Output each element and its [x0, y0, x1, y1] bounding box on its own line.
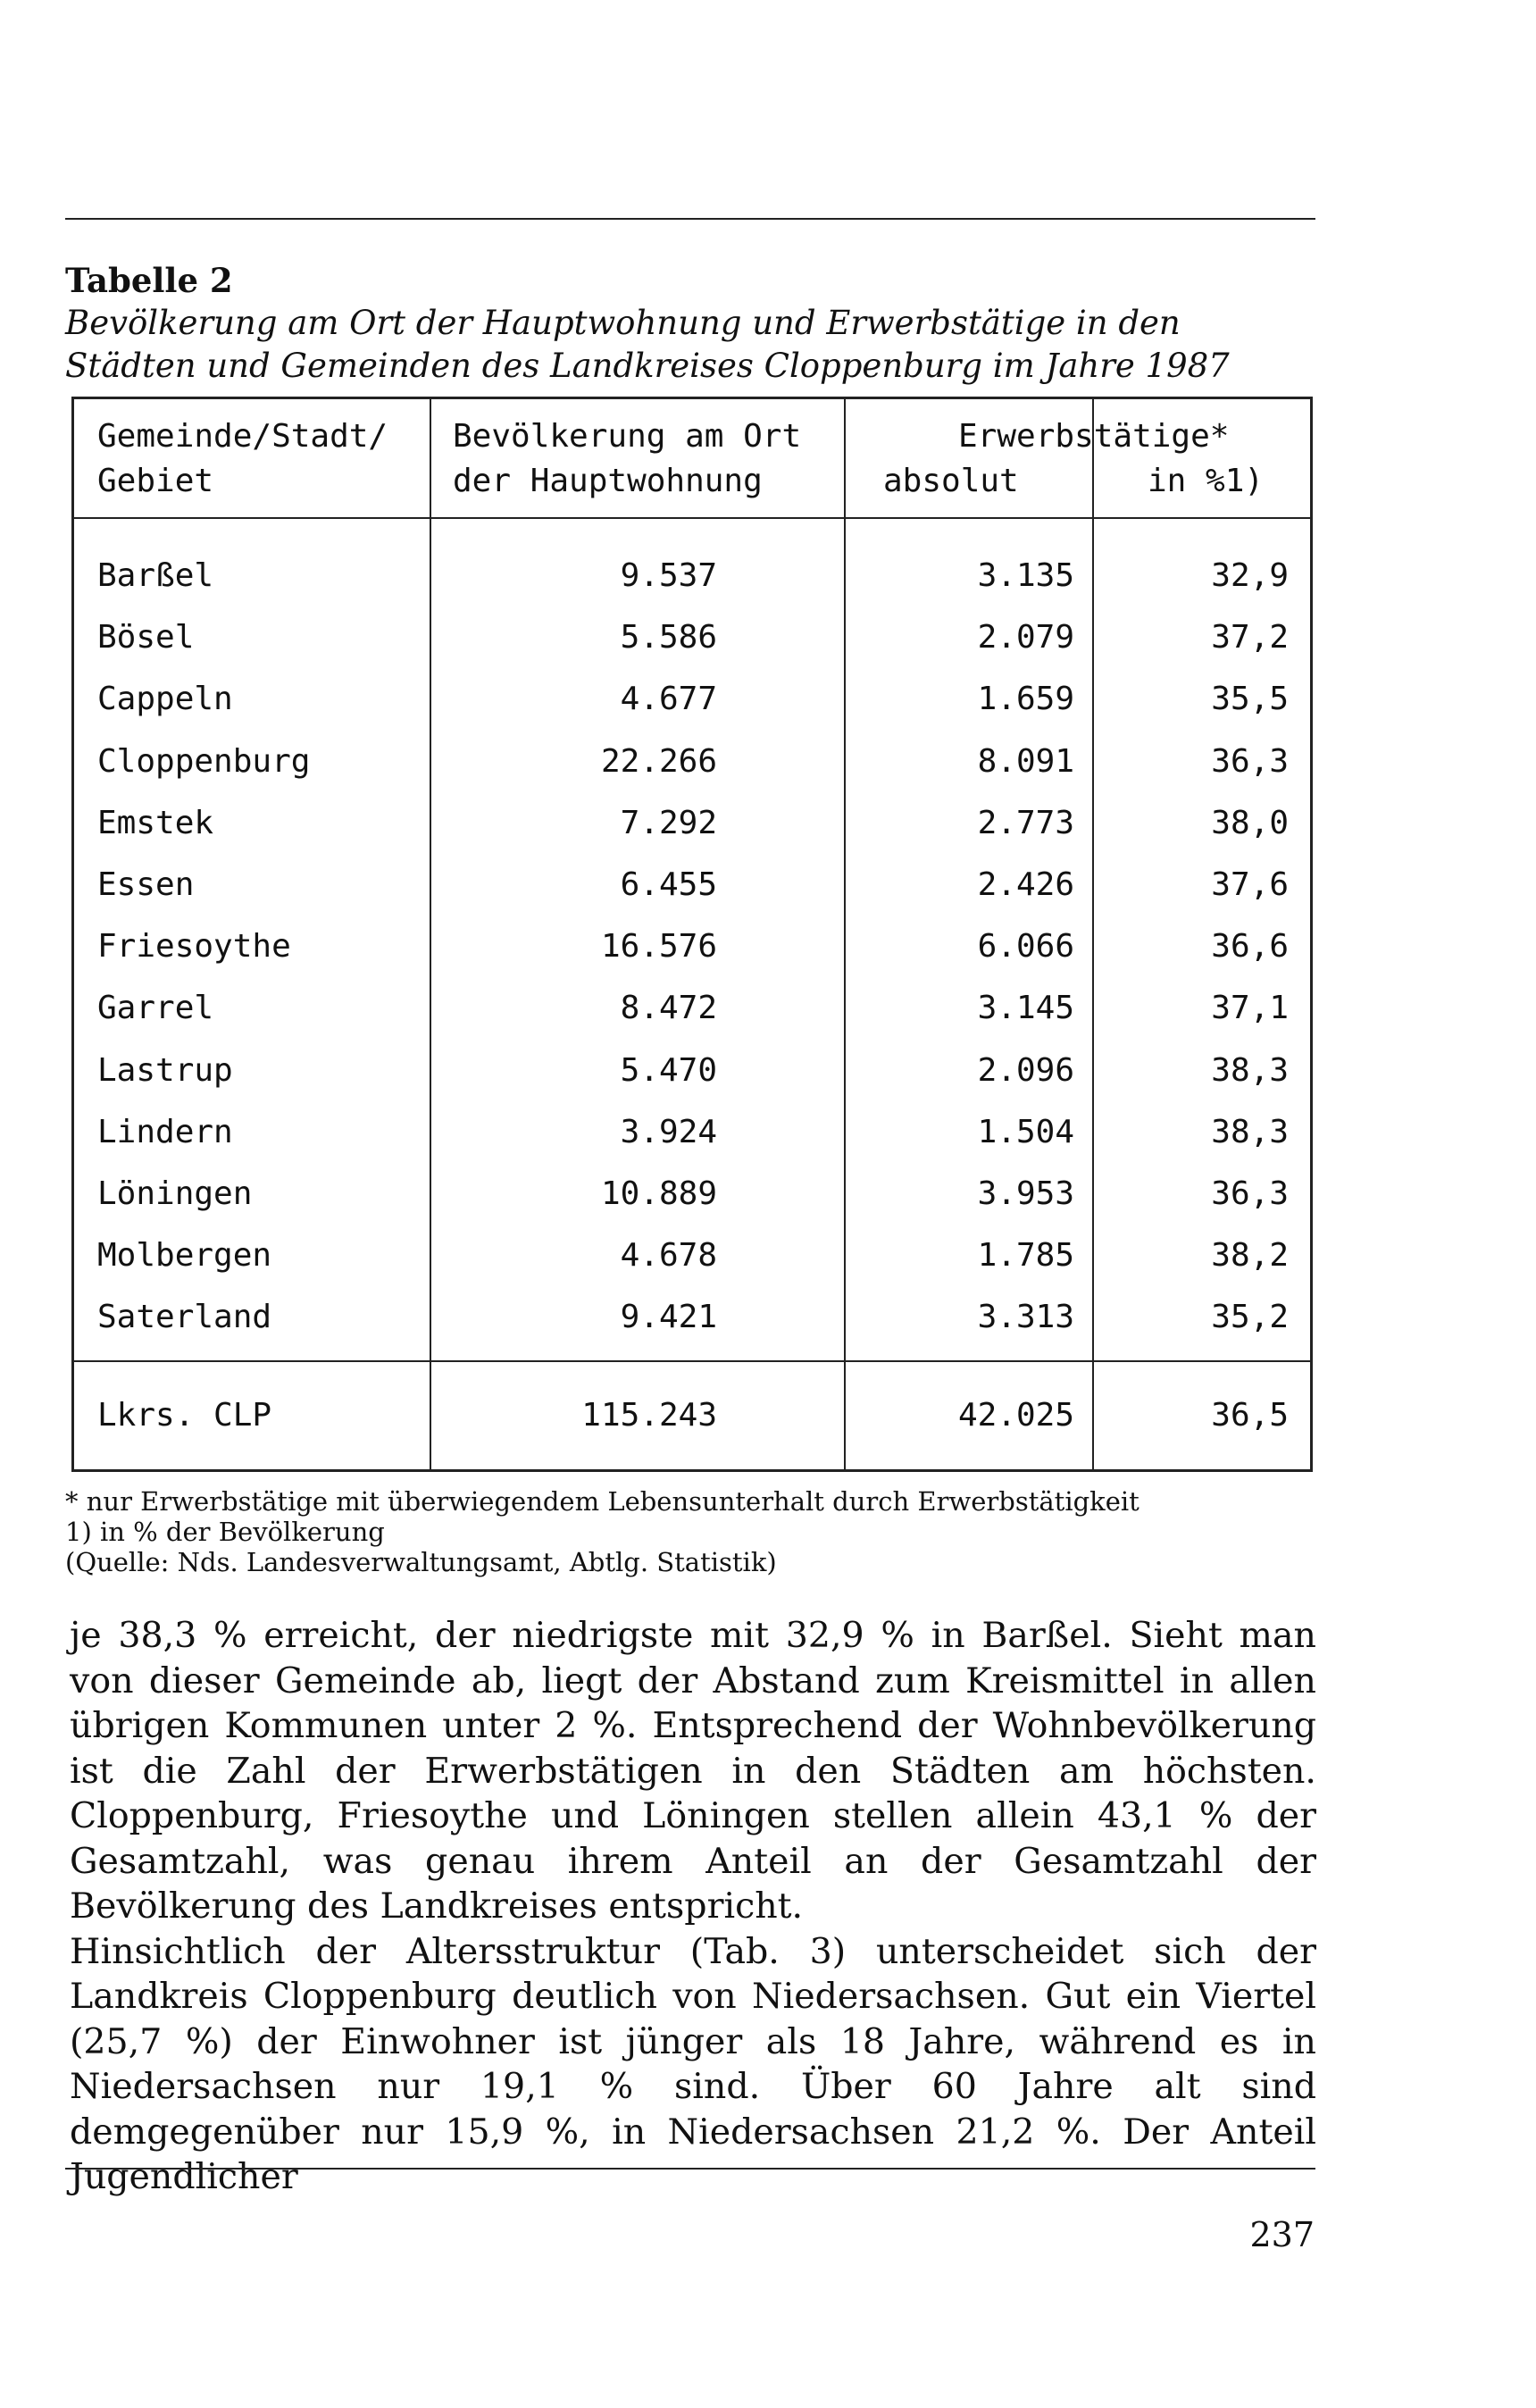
row-name: Garrel	[97, 990, 214, 1026]
paragraph-2: Hinsichtlich der Altersstruktur (Tab. 3) unterscheidet sich der Landkreis Cloppenburg deutlich von Niedersachsen. Gut ein Viertel (25,7 %) der Einwohner ist jünger als 18 Jahre, während es in Niedersachsen nur 19,1 % sind. Über 60 Jahre alt sind demgegenüber nur 15,9 %, in Niedersachsen 21,2 %. Der Anteil Jugendlicher	[70, 1930, 1316, 2197]
row-absolute: 2.426	[977, 866, 1074, 903]
row-absolute: 2.773	[977, 805, 1074, 841]
total-population: 115.243	[581, 1397, 717, 1434]
total-absolute: 42.025	[957, 1397, 1074, 1434]
top-rule	[65, 218, 1315, 220]
row-population: 9.537	[620, 557, 717, 594]
row-name: Cloppenburg	[97, 743, 311, 780]
row-percent: 36,6	[1211, 928, 1289, 965]
row-percent: 38,3	[1211, 1114, 1289, 1150]
row-name: Barßel	[97, 557, 214, 594]
row-name: Lastrup	[97, 1052, 233, 1089]
row-percent: 38,2	[1211, 1237, 1289, 1274]
header-erwerbstaetige: Erwerbstätige*	[958, 418, 1230, 455]
row-name: Lindern	[97, 1114, 233, 1150]
total-percent: 36,5	[1211, 1397, 1289, 1434]
row-absolute: 1.504	[977, 1114, 1074, 1150]
row-population: 4.677	[620, 681, 717, 717]
row-absolute: 3.135	[977, 557, 1074, 594]
row-percent: 32,9	[1211, 557, 1289, 594]
row-absolute: 1.659	[977, 681, 1074, 717]
row-name: Essen	[97, 866, 195, 903]
row-population: 10.889	[600, 1175, 717, 1212]
row-population: 6.455	[620, 866, 717, 903]
row-name: Cappeln	[97, 681, 233, 717]
header-bevoelkerung-line1: Bevölkerung am Ort	[453, 418, 802, 455]
row-population: 5.470	[620, 1052, 717, 1089]
header-gemeinde-line1: Gemeinde/Stadt/	[97, 418, 388, 455]
row-percent: 38,0	[1211, 805, 1289, 841]
row-percent: 35,2	[1211, 1299, 1289, 1335]
row-population: 8.472	[620, 990, 717, 1026]
footnotes	[65, 1486, 1315, 1577]
row-name: Bösel	[97, 619, 195, 656]
row-population: 22.266	[600, 743, 717, 780]
row-absolute: 3.953	[977, 1175, 1074, 1212]
row-name: Friesoythe	[97, 928, 291, 965]
row-percent: 36,3	[1211, 743, 1289, 780]
row-percent: 35,5	[1211, 681, 1289, 717]
header-prozent: in %1)	[1148, 463, 1265, 499]
column-divider	[1092, 399, 1094, 1472]
data-table	[71, 397, 1313, 1472]
footnote-star: * nur Erwerbstätige mit überwiegendem Lebensunterhalt durch Erwerbstätigkeit	[65, 1486, 1139, 1517]
table-label: Tabelle 2	[65, 261, 233, 300]
row-population: 7.292	[620, 805, 717, 841]
row-percent: 38,3	[1211, 1052, 1289, 1089]
row-population: 5.586	[620, 619, 717, 656]
row-name: Molbergen	[97, 1237, 272, 1274]
row-population: 16.576	[600, 928, 717, 965]
row-name: Emstek	[97, 805, 214, 841]
footnote-source: (Quelle: Nds. Landesverwaltungsamt, Abtlg. Statistik)	[65, 1547, 777, 1577]
table-title: Bevölkerung am Ort der Hauptwohnung und Erwerbstätige in den Städten und Gemeinden des Landkreises Cloppenburg im Jahre 1987	[65, 304, 1230, 385]
column-divider	[844, 399, 846, 1469]
row-absolute: 2.096	[977, 1052, 1074, 1089]
row-percent: 37,1	[1211, 990, 1289, 1026]
row-percent: 37,6	[1211, 866, 1289, 903]
bottom-rule	[65, 2168, 1315, 2170]
page-number: 237	[1249, 2215, 1315, 2254]
footnote-one: 1) in % der Bevölkerung	[65, 1517, 385, 1547]
row-absolute: 8.091	[977, 743, 1074, 780]
total-name: Lkrs. CLP	[97, 1397, 272, 1434]
row-percent: 36,3	[1211, 1175, 1289, 1212]
row-absolute: 3.313	[977, 1299, 1074, 1335]
row-name: Löningen	[97, 1175, 253, 1212]
row-population: 4.678	[620, 1237, 717, 1274]
paragraph-1: je 38,3 % erreicht, der niedrigste mit 32,9 % in Barßel. Sieht man von dieser Gemeinde ab, liegt der Abstand zum Kreismittel in allen übrigen Kommunen unter 2 %. Entsprechend der Wohnbevölkerung ist die Zahl der Erwerbstätigen in den Städten am höchsten. Cloppenburg, Friesoythe und Löningen stellen allein 43,1 % der Gesamtzahl, was genau ihrem Anteil an der Gesamtzahl der Bevölkerung des Landkreises entspricht.	[70, 1615, 1316, 1927]
row-population: 3.924	[620, 1114, 717, 1150]
body-text	[70, 1613, 1316, 2200]
table-caption	[65, 259, 1315, 388]
header-divider	[74, 517, 1310, 519]
row-absolute: 2.079	[977, 619, 1074, 656]
total-divider	[74, 1360, 1310, 1362]
header-absolut: absolut	[883, 463, 1019, 499]
row-absolute: 1.785	[977, 1237, 1074, 1274]
row-population: 9.421	[620, 1299, 717, 1335]
header-gemeinde-line2: Gebiet	[97, 463, 214, 499]
row-absolute: 6.066	[977, 928, 1074, 965]
row-percent: 37,2	[1211, 619, 1289, 656]
column-divider	[430, 399, 431, 1469]
row-name: Saterland	[97, 1299, 272, 1335]
row-absolute: 3.145	[977, 990, 1074, 1026]
header-bevoelkerung-line2: der Hauptwohnung	[453, 463, 763, 499]
